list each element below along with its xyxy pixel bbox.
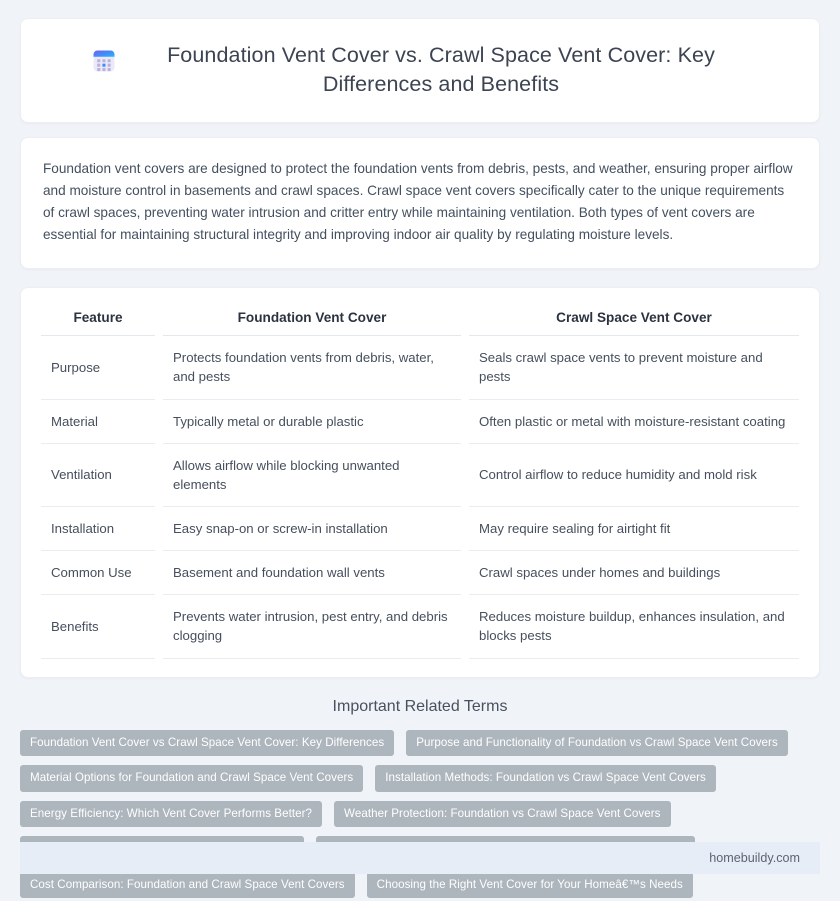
table-header-row — [41, 304, 799, 336]
related-term-tag[interactable]: Cost Comparison: Foundation and Crawl Space Vent Covers — [20, 872, 355, 899]
footer-site-name: homebuildy.com — [709, 851, 800, 865]
table-row — [41, 336, 799, 399]
related-term-tag[interactable]: Foundation Vent Cover vs Crawl Space Vent Cover: Key Differences — [20, 730, 394, 757]
comparison-table-card — [20, 287, 820, 677]
cell-foundation: Allows airflow while blocking unwanted elements — [159, 443, 465, 506]
cell-crawl-space: Crawl spaces under homes and buildings — [465, 551, 799, 595]
cell-feature: Benefits — [41, 595, 159, 658]
table-row — [41, 443, 799, 506]
column-header-foundation: Foundation Vent Cover — [159, 304, 465, 336]
related-term-tag[interactable]: Choosing the Right Vent Cover for Your Homeâ€™s Needs — [367, 872, 693, 899]
cell-feature: Material — [41, 399, 159, 443]
related-term-tag[interactable]: Weather Protection: Foundation vs Crawl Space Vent Covers — [334, 801, 670, 828]
table-body — [41, 336, 799, 658]
description-card — [20, 137, 820, 269]
header-card — [20, 18, 820, 123]
cell-feature: Installation — [41, 506, 159, 550]
cell-crawl-space: May require sealing for airtight fit — [465, 506, 799, 550]
cell-crawl-space: Reduces moisture buildup, enhances insulation, and blocks pests — [465, 595, 799, 658]
page-title: Foundation Vent Cover vs. Crawl Space Vent Cover: Key Differences and Benefits — [167, 43, 715, 96]
cell-crawl-space: Control airflow to reduce humidity and mold risk — [465, 443, 799, 506]
comparison-table — [41, 304, 799, 658]
cell-foundation: Protects foundation vents from debris, water, and pests — [159, 336, 465, 399]
table-row — [41, 399, 799, 443]
cell-feature: Common Use — [41, 551, 159, 595]
table-row — [41, 551, 799, 595]
cell-foundation: Basement and foundation wall vents — [159, 551, 465, 595]
cell-crawl-space: Often plastic or metal with moisture-resistant coating — [465, 399, 799, 443]
cell-feature: Purpose — [41, 336, 159, 399]
footer-bar — [20, 842, 820, 874]
cell-foundation: Prevents water intrusion, pest entry, and debris clogging — [159, 595, 465, 658]
related-term-tag[interactable]: Installation Methods: Foundation vs Crawl Space Vent Covers — [375, 765, 716, 792]
table-header — [41, 304, 799, 336]
calendar-grid-icon — [90, 47, 118, 75]
cell-crawl-space: Seals crawl space vents to prevent moisture and pests — [465, 336, 799, 399]
cell-foundation: Typically metal or durable plastic — [159, 399, 465, 443]
cell-feature: Ventilation — [41, 443, 159, 506]
header-inner — [90, 41, 750, 98]
column-header-feature: Feature — [41, 304, 159, 336]
related-term-tag[interactable]: Energy Efficiency: Which Vent Cover Performs Better? — [20, 801, 322, 828]
related-term-tag[interactable]: Material Options for Foundation and Crawl Space Vent Covers — [20, 765, 363, 792]
table-row — [41, 506, 799, 550]
description-text: Foundation vent covers are designed to protect the foundation vents from debris, pests, and weather, ensuring proper airflow and moisture control in basements and crawl spaces. Crawl space vent covers specifically cater to the unique requirements of crawl spaces, preventing water intrusion and critter entry while maintaining ventilation. Both types of vent covers are essential for maintaining structural integrity and improving indoor air quality by regulating moisture levels. — [43, 161, 793, 243]
related-term-tag[interactable]: Purpose and Functionality of Foundation vs Crawl Space Vent Covers — [406, 730, 788, 757]
table-row — [41, 595, 799, 658]
related-terms-heading: Important Related Terms — [332, 697, 508, 715]
cell-foundation: Easy snap-on or screw-in installation — [159, 506, 465, 550]
column-header-crawl-space: Crawl Space Vent Cover — [465, 304, 799, 336]
